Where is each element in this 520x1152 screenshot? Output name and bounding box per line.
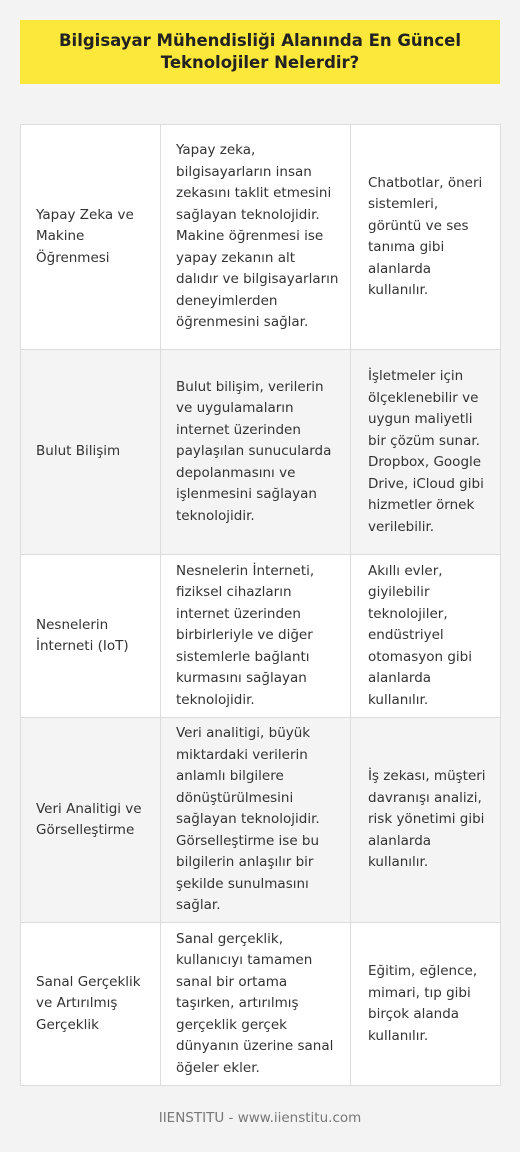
- technology-usage: Eğitim, eğlence, mimari, tıp gibi birçok alanda kullanılır.: [351, 923, 501, 1086]
- technology-description: Yapay zeka, bilgisayarların insan zekasını taklit etmesini sağlayan teknolojidir. Makine öğrenmesi ise yapay zekanın alt dalıdır ve bilgisayarların deneyimlerden öğrenmesini sağlar.: [161, 125, 351, 350]
- page-title: Bilgisayar Mühendisliği Alanında En Güncel Teknolojiler Nelerdir?: [58, 31, 462, 72]
- technology-usage: Chatbotlar, öneri sistemleri, görüntü ve ses tanıma gibi alanlarda kullanılır.: [351, 125, 501, 350]
- technologies-table: [20, 124, 501, 1086]
- technology-name: Bulut Bilişim: [21, 350, 161, 555]
- table-row: [21, 718, 501, 923]
- technology-name: Veri Analitigi ve Görselleştirme: [21, 718, 161, 923]
- footer-credit: IIENSTITU - www.iienstitu.com: [158, 1110, 362, 1126]
- technology-name: Yapay Zeka ve Makine Öğrenmesi: [21, 125, 161, 350]
- technology-usage: Akıllı evler, giyilebilir teknolojiler, endüstriyel otomasyon gibi alanlarda kullanılır.: [351, 555, 501, 718]
- technology-name: Sanal Gerçeklik ve Artırılmış Gerçeklik: [21, 923, 161, 1086]
- technology-usage: İşletmeler için ölçeklenebilir ve uygun maliyetli bir çözüm sunar. Dropbox, Google Drive, iCloud gibi hizmetler örnek verilebilir.: [351, 350, 501, 555]
- table-row: [21, 923, 501, 1086]
- title-banner: [20, 20, 500, 84]
- technology-description: Veri analitigi, büyük miktardaki verilerin anlamlı bilgilere dönüştürülmesini sağlayan teknolojidir. Görselleştirme ise bu bilgilerin anlaşılır bir şekilde sunulmasını sağlar.: [161, 718, 351, 923]
- technology-name: Nesnelerin İnterneti (IoT): [21, 555, 161, 718]
- table-row: [21, 125, 501, 350]
- table-row: [21, 350, 501, 555]
- technology-description: Bulut bilişim, verilerin ve uygulamaların internet üzerinden paylaşılan sunucularda depolanmasını ve işlenmesini sağlayan teknolojidir.: [161, 350, 351, 555]
- table-row: [21, 555, 501, 718]
- technology-usage: İş zekası, müşteri davranışı analizi, risk yönetimi gibi alanlarda kullanılır.: [351, 718, 501, 923]
- technology-description: Nesnelerin İnterneti, fiziksel cihazların internet üzerinden birbirleriyle ve diğer sistemlerle bağlantı kurmasını sağlayan teknolojidir.: [161, 555, 351, 718]
- technology-description: Sanal gerçeklik, kullanıcıyı tamamen sanal bir ortama taşırken, artırılmış gerçeklik gerçek dünyanın üzerine sanal öğeler ekler.: [161, 923, 351, 1086]
